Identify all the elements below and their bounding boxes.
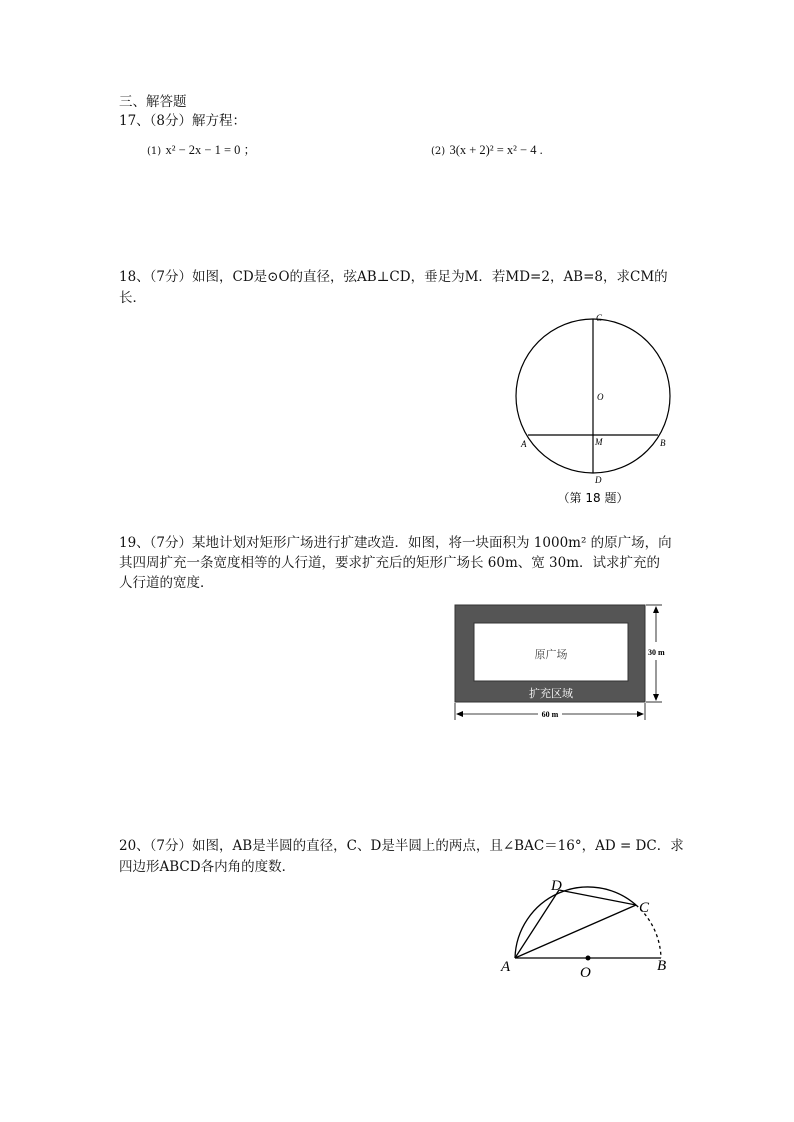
label-c: C (639, 900, 650, 916)
q17-part1-equation: x² − 2x − 1 = 0 ； (165, 143, 256, 157)
arrowhead-right (637, 711, 644, 717)
q20-text-line2: 四边形ABCD各内角的度数． (119, 859, 296, 875)
arrowhead-up (653, 606, 659, 613)
q17-part2 (431, 140, 543, 162)
label-a: A (521, 439, 527, 449)
label-o: O (597, 392, 604, 402)
q17-part1 (147, 140, 256, 162)
q18-circle-figure (505, 308, 680, 518)
center-point-o (586, 956, 591, 961)
segment-dc (559, 890, 636, 905)
q20-semicircle-figure (495, 870, 680, 985)
q19-text-line3: 人行道的宽度． (119, 575, 214, 591)
q17-header: 17、（8分）解方程： (119, 113, 247, 129)
figure-caption: （第 18 题） (557, 491, 629, 505)
arrowhead-left (456, 711, 463, 717)
width-label: 60 m (541, 710, 559, 719)
q17-part2-equation: 3(x + 2)² = x² − 4 . (449, 143, 543, 157)
q19-text-line1: 19、（7分）某地计划对矩形广场进行扩建改造．如图，将一块面积为 1000m² 的原广场，向 (119, 535, 672, 551)
label-d: D (551, 878, 562, 894)
section-title: 三、解答题 (119, 94, 187, 110)
original-plaza-label: 原广场 (534, 648, 568, 661)
q17-part1-number: (1) (147, 146, 162, 157)
label-m: M (595, 437, 603, 447)
q18-text-line2: 长． (119, 290, 146, 306)
label-a: A (501, 959, 511, 975)
semicircle-arc (515, 887, 636, 958)
height-label: 30 m (648, 648, 665, 657)
label-o: O (580, 965, 591, 981)
q18-text-line1: 18、（7分）如图，CD是⊙O的直径，弦AB⊥CD，垂足为M．若MD=2，AB=8，求CM的 (119, 269, 668, 285)
q20-text-line1: 20、（7分）如图，AB是半圆的直径，C、D是半圆上的两点，且∠BAC＝16°，AD = DC．求 (119, 838, 684, 854)
label-c: C (596, 313, 603, 323)
label-d: D (595, 475, 602, 485)
expanded-region-label: 扩充区域 (529, 687, 573, 700)
segment-ac (515, 905, 636, 958)
label-b: B (660, 438, 666, 448)
q19-plaza-figure (450, 598, 680, 726)
arrowhead-down (653, 694, 659, 701)
label-b: B (657, 958, 667, 974)
q19-text-line2: 其四周扩充一条宽度相等的人行道，要求扩充后的矩形广场长 60m、宽 30m．试求扩充的 (119, 555, 661, 571)
q17-part2-number: (2) (431, 146, 446, 157)
